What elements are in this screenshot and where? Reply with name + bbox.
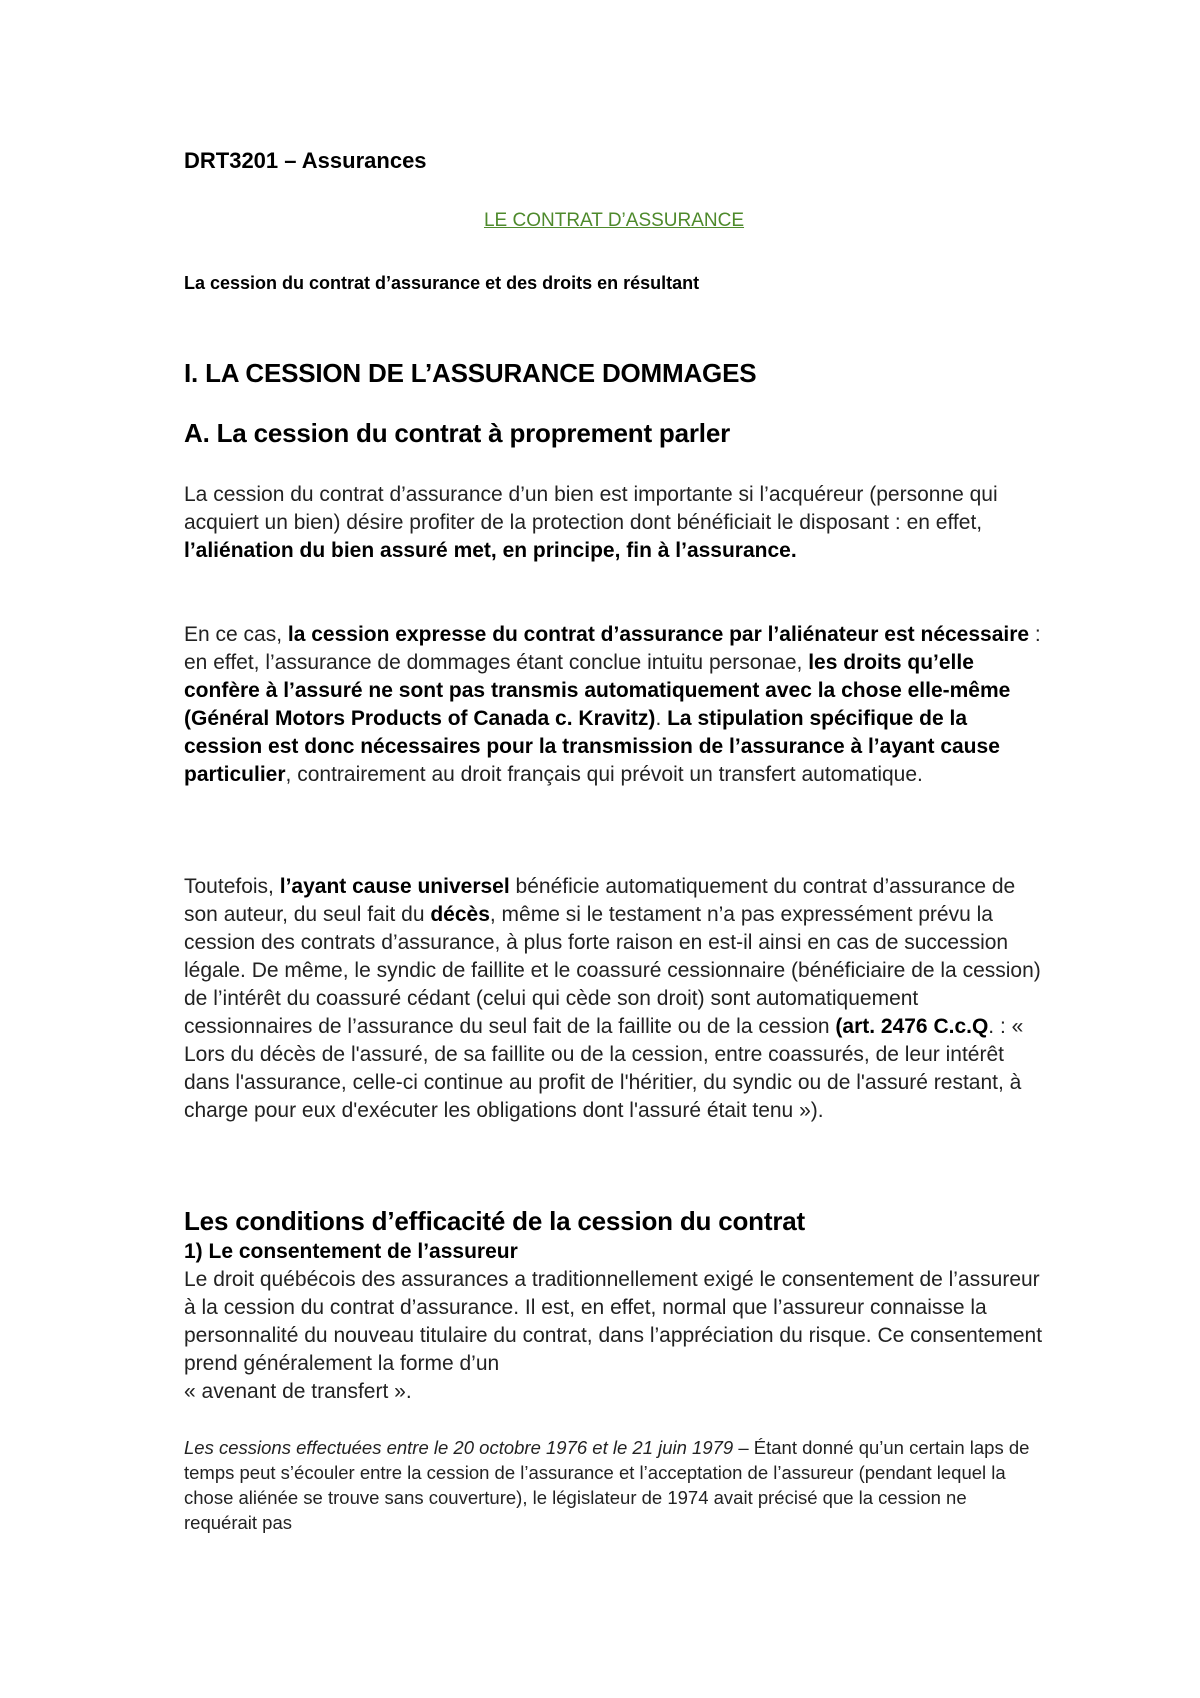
- section-subheading-a: A. La cession du contrat à proprement parler: [184, 418, 730, 448]
- paragraph-3: [184, 873, 1044, 1125]
- text-run: – Étant donné qu’un certain laps de temps peut s’écouler entre la cession de l’assurance et l’acceptation de l’assureur (pendant lequel la chose aliénée se trouve sans couverture), le législateur de 1974 avait précisé que la cession ne requérait pas: [184, 1437, 1030, 1533]
- text-run: bénéficie automatiquement du contrat d’assurance de son auteur, du seul fait du: [184, 875, 1016, 926]
- section-heading-conditions: Les conditions d’efficacité de la cession du contrat: [184, 1206, 805, 1236]
- bold-run: décès: [430, 903, 490, 926]
- paragraph-1: [184, 481, 1044, 565]
- text-run: La cession du contrat d’assurance d’un bien est importante si l’acquéreur (personne qui acquiert un bien) désire profiter de la protection dont bénéficiait le disposant : en effet,: [184, 483, 998, 534]
- text-run: , même si le testament n’a pas expressément prévu la cession des contrats d’assurance, à plus forte raison en est-il ainsi en cas de succession légale. De même, le syndic de faillite et le coassuré cessionnaire (bénéficiaire de la cession) de l’intérêt du coassuré cédant (celui qui cède son droit) sont automatiquement cessionnaires de l’assurance du seul fait de la faillite ou de la cession: [184, 903, 1041, 1038]
- text-run: Toutefois,: [184, 875, 280, 898]
- bold-run: les droits qu’elle confère à l’assuré ne sont pas transmis automatiquement avec la chose elle-même (Général Motors Products of Canada c. Kravitz): [184, 651, 1011, 730]
- bold-run: l’ayant cause universel: [279, 875, 510, 898]
- document-content: [184, 148, 1044, 1533]
- section-subheading-consent: 1) Le consentement de l’assureur: [184, 1240, 518, 1263]
- bold-run: La stipulation spécifique de la cession est donc nécessaires pour la transmission de l’assurance à l’ayant cause particulier: [184, 707, 1000, 786]
- bold-run: l’aliénation du bien assuré met, en principe, fin à l’assurance.: [184, 539, 797, 562]
- italic-run: Les cessions effectuées entre le 20 octobre 1976 et le 21 juin 1979: [184, 1437, 734, 1458]
- text-run: En ce cas,: [184, 623, 288, 646]
- paragraph-4-text: Le droit québécois des assurances a traditionnellement exigé le consentement de l’assureur à la cession du contrat d’assurance. Il est, en effet, normal que l’assureur connaisse la personnalité du nouveau titulaire du contrat, dans l’appréciation du risque. Ce consentement prend généralement la forme d’un: [184, 1268, 1043, 1375]
- bold-run: la cession expresse du contrat d’assurance par l’aliénateur est nécessaire: [287, 623, 1030, 646]
- course-code: DRT3201 – Assurances: [184, 148, 427, 173]
- paragraph-4-end: « avenant de transfert ».: [184, 1380, 412, 1403]
- paragraph-4: [184, 1266, 1044, 1406]
- text-run: : en effet, l’assurance de dommages étant conclue intuitu personae,: [184, 623, 1041, 674]
- section-heading-1: I. LA CESSION DE L’ASSURANCE DOMMAGES: [184, 358, 757, 388]
- document-title: LE CONTRAT D’ASSURANCE: [483, 210, 745, 231]
- bold-run: (art. 2476 C.c.Q: [835, 1015, 989, 1038]
- text-run: . : « Lors du décès de l'assuré, de sa faillite ou de la cession, entre coassurés, de leur intérêt dans l'assurance, celle-ci continue au profit de l'héritier, du syndic ou de l'assuré restant, à charge pour eux d'exécuter les obligations dont l'assuré était tenu »).: [184, 1015, 1024, 1122]
- text-run: , contrairement au droit français qui prévoit un transfert automatique.: [285, 763, 923, 786]
- paragraph-5: [184, 1435, 1044, 1535]
- paragraph-2: [184, 621, 1044, 789]
- document-subtitle: La cession du contrat d’assurance et des droits en résultant: [184, 273, 700, 293]
- text-run: .: [655, 707, 668, 730]
